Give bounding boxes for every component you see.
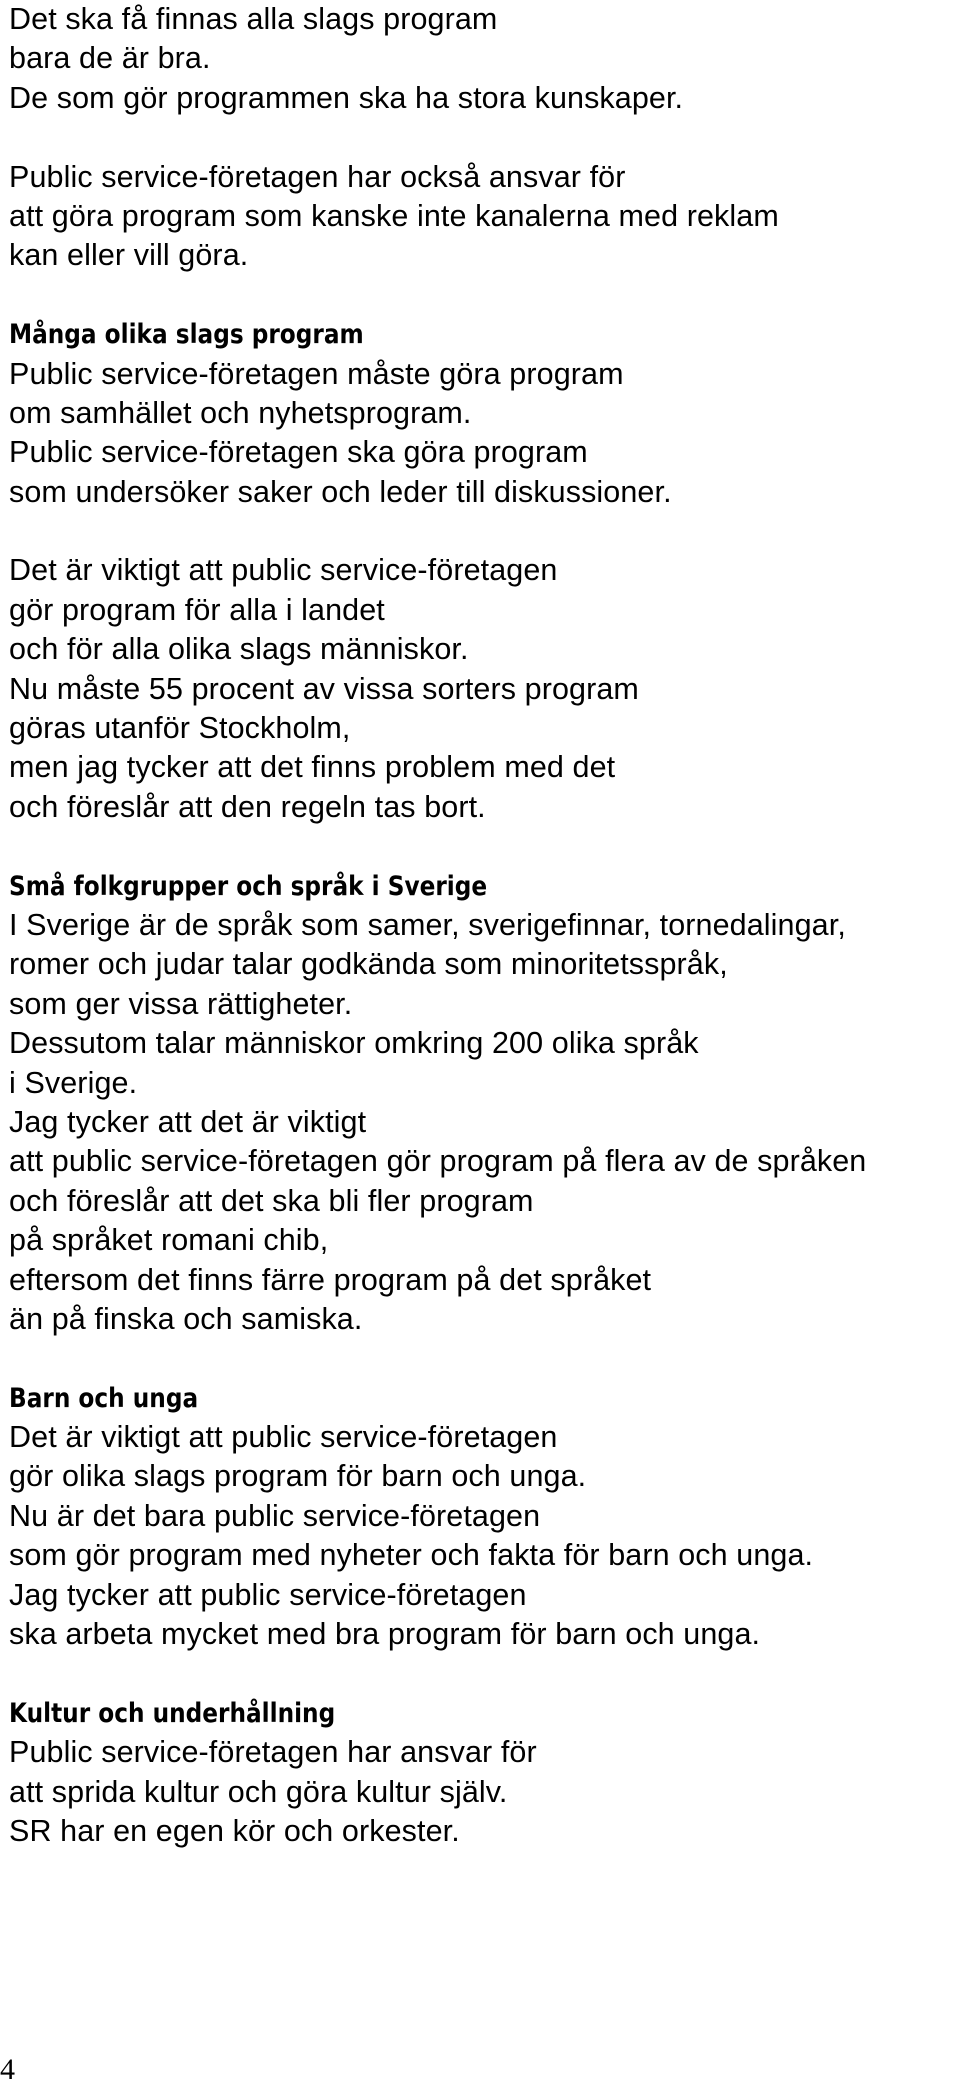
body-line: och föreslår att det ska bli fler program [9, 1183, 534, 1218]
body-line: Det är viktigt att public service-företagen [9, 553, 558, 588]
body-line: göras utanför Stockholm, [9, 711, 351, 746]
body-line: Jag tycker att det är viktigt [9, 1104, 367, 1139]
body-line: De som gör programmen ska ha stora kunskaper. [9, 80, 684, 115]
section-heading: Barn och unga [9, 1382, 199, 1414]
body-line: gör olika slags program för barn och unga. [9, 1459, 587, 1494]
body-line: gör program för alla i landet [9, 592, 385, 627]
body-line: Det är viktigt att public service-företagen [9, 1420, 558, 1455]
body-line: Public service-företagen måste göra program [9, 356, 624, 391]
section-gap [9, 1654, 954, 1693]
body-line: I Sverige är de språk som samer, sverigefinnar, tornedalingar, [9, 907, 846, 942]
body-line: som undersöker saker och leder till diskussioner. [9, 474, 672, 509]
body-line: om samhället och nyhetsprogram. [9, 395, 472, 430]
section-heading: Små folkgrupper och språk i Sverige [9, 870, 488, 902]
body-line: kan eller vill göra. [9, 238, 249, 273]
section-manga-olika-slags-program [9, 315, 954, 866]
paragraph-gap [9, 118, 954, 157]
body-line: romer och judar talar godkända som minoritetsspråk, [9, 947, 728, 982]
body-line: ska arbeta mycket med bra program för barn och unga. [9, 1617, 761, 1652]
section-kultur-och-underhallning [9, 1694, 954, 1852]
section-barn-och-unga [9, 1379, 954, 1694]
section-sma-folkgrupper [9, 867, 954, 1379]
body-line: Det ska få finnas alla slags program [9, 2, 498, 36]
body-line: Nu måste 55 procent av vissa sorters program [9, 671, 639, 706]
paragraph-gap [9, 512, 954, 551]
body-line: Public service-företagen har ansvar för [9, 1735, 537, 1770]
intro-section [9, 0, 954, 315]
section-heading: Kultur och underhållning [9, 1697, 336, 1729]
body-line: Jag tycker att public service-företagen [9, 1577, 527, 1612]
body-line: att sprida kultur och göra kultur själv. [9, 1774, 508, 1809]
body-line: som gör program med nyheter och fakta för barn och unga. [9, 1538, 814, 1573]
body-line: bara de är bra. [9, 41, 211, 76]
body-line: som ger vissa rättigheter. [9, 986, 353, 1021]
body-line: att göra program som kanske inte kanalerna med reklam [9, 198, 779, 233]
body-line: på språket romani chib, [9, 1223, 329, 1258]
body-line: och föreslår att den regeln tas bort. [9, 789, 486, 824]
body-line: att public service-företagen gör program på flera av de språken [9, 1144, 867, 1179]
section-heading: Många olika slags program [9, 319, 364, 351]
body-line: Public service-företagen har också ansvar för [9, 159, 626, 194]
body-line: än på finska och samiska. [9, 1301, 363, 1336]
body-line: Nu är det bara public service-företagen [9, 1498, 541, 1533]
section-gap [9, 827, 954, 866]
section-gap [9, 276, 954, 315]
section-gap [9, 1339, 954, 1378]
body-line: Dessutom talar människor omkring 200 olika språk [9, 1026, 699, 1061]
document-page [9, 0, 954, 1851]
body-line: och för alla olika slags människor. [9, 632, 469, 667]
body-line: i Sverige. [9, 1065, 138, 1100]
body-line: men jag tycker att det finns problem med det [9, 750, 616, 785]
body-line: eftersom det finns färre program på det språket [9, 1262, 652, 1297]
body-line: Public service-företagen ska göra program [9, 435, 588, 470]
body-line: SR har en egen kör och orkester. [9, 1813, 460, 1848]
page-number: 4 [0, 2053, 15, 2086]
